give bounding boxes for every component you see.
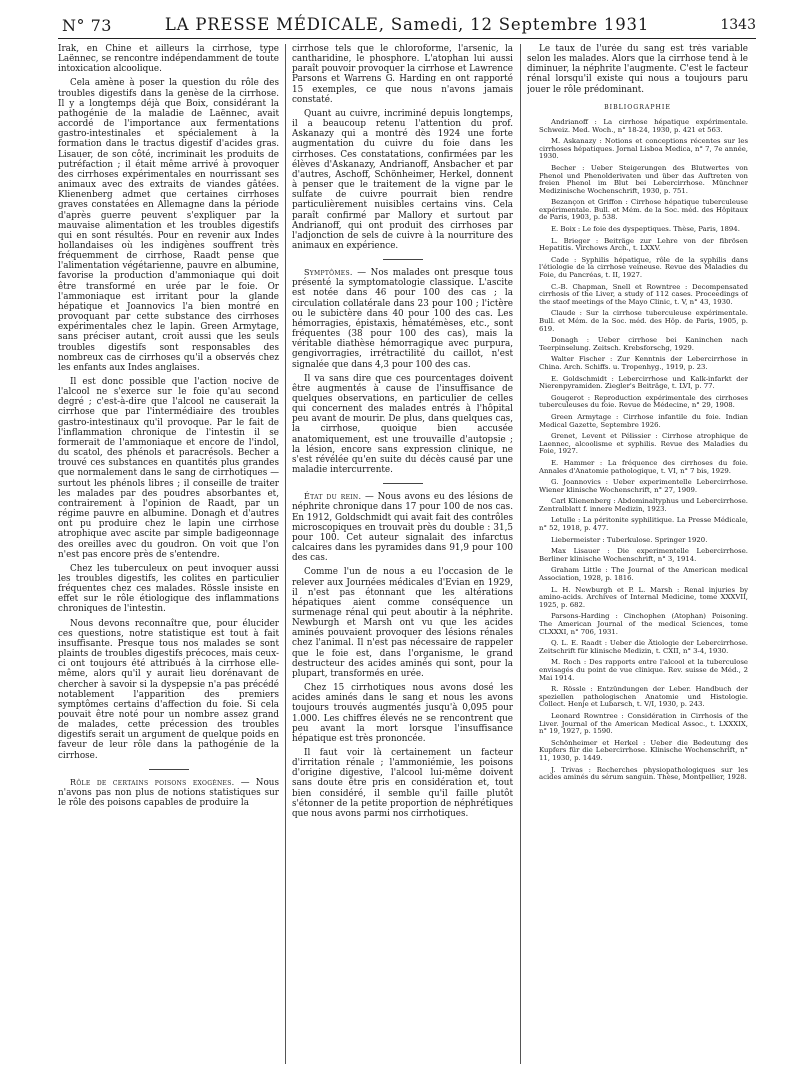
bibliography-entry: Q. L. E. Raadt : Ueber die Ätiologie der Lebercirrhose. Zeitschrift für klinische Medizin, t. CXII, n° 3-4, 1930. xyxy=(539,639,748,655)
paragraph: Symptômes. — Nos malades ont presque tous présenté la symptomatologie classique. L'ascite est notée dans 46 pour 100 des cas ; la circulation collatérale dans 23 pour 100 ; l'ictère ou le subictère dans 40 pour 100 des cas. Les hémorragies, épistaxis, hématémèses, etc., sont fréquentes (38 pour 100 des cas), mais la véritable diathèse hémorragique avec purpura, gengivorragies, irrétractilité du caillot, n'est signalée que dans 4,3 pour 100 des cas. xyxy=(292,268,513,370)
section-heading: Rôle de certains poisons exogènes. xyxy=(70,777,235,787)
paragraph: Chez les tuberculeux on peut invoquer aussi les troubles digestifs, les colites en particulier fréquentes chez ces malades. Rössle insiste en effet sur le rôle étiologique des inflammations chroniques de l'intestin. xyxy=(58,563,279,615)
bibliography-entry: M. Roch : Des rapports entre l'alcool et la tuberculose envisagés du point de vue clinique. Rev. suisse de Méd., 2 Mai 1914. xyxy=(539,658,748,682)
bibliography-entry: Grenet, Levent et Pélissier : Cirrhose atrophique de Laennec, alcoolisme et syphilis. Revue des Maladies du Foie, 1927. xyxy=(539,432,748,456)
bibliography-entry: L. Brieger : Beiträge zur Lehre von der fibrösen Hepatitis. Virchows Arch., t. LXXV. xyxy=(539,236,748,253)
column-3 xyxy=(527,44,748,1074)
bibliography-entry: Max Lisauer : Die experimentelle Lebercirrhose. Berliner klinische Wochenschrift, n° 3, 1914. xyxy=(539,547,748,563)
bibliography-entry: Liebermeister : Tuberkulose. Springer 1920. xyxy=(551,535,708,544)
bibliography-entry: C.-B. Chapman, Snell et Rowntree : Decompensated cirrhosis of the Liver, a study of 112 cases. Proceedings of the staof meetings of the Mayo Clinic, t. V, n° 43, 1930. xyxy=(539,282,748,306)
column-1 xyxy=(58,44,279,1074)
bibliography-entry: Green Armytage : Cirrhose infantile du foie. Indian Medical Gazette, Septembre 1926. xyxy=(539,412,748,429)
paragraph: Nous devons reconnaître que, pour élucider ces questions, notre statistique est tout à fait insuffisante. Presque tous nos malades se sont plaints de troubles digestifs précoces, mais ceux-ci ont toujours été attribués à la cirrhose elle-même, alors qu'il y aurait lieu dorénavant de chercher à savoir si la dyspepsie n'a pas précédé notablement l'apparition des premiers symptômes certains d'affection du foie. Si cela pouvait être noté pour un nombre assez grand de malades, cette précession des troubles digestifs serait un argument de quelque poids en faveur de leur rôle dans la pathogénie de la cirrhose. xyxy=(58,618,279,761)
bibliography-entry: Carl Klienenberg : Abdominaltyphus und Lebercirrhose. Zentralblatt f. innere Medizin, 1923. xyxy=(539,497,748,513)
bibliography-entry: Claude : Sur la cirrhose tuberculeuse expérimentale. Bull. et Mém. de la Soc. méd. des Hôp. de Paris, 1905, p. 619. xyxy=(539,309,748,333)
paragraph: Quant au cuivre, incriminé depuis longtemps, il a beaucoup retenu l'attention du prof. Askanazy qui a montré dès 1924 une forte augmentation du cuivre du foie dans les cirrhoses. Ces constatations, confirmées par les élèves d'Askanazy, Andrianoff, Ansbacher et par d'autres, Aschoff, Schönheimer, Herkel, donnent à penser que le traitement de la vigne par le sulfate de cuivre pourrait bien rendre particulièrement nuisibles certains vins. Cela paraît confirmé par Mallory et surtout par Andrianoff, qui ont produit des cirrhoses par l'adjonction de sels de cuivre à la nourriture des animaux en expérience. xyxy=(292,108,513,251)
paragraph: Il va sans dire que ces pourcentages doivent être augmentés à cause de l'insuffisance de quelques observations, en particulier de celles qui concernent des malades entrés à l'hôpital peu avant de mourir. De plus, dans quelques cas, la cirrhose, quoique bien accusée anatomiquement, est une trouvaille d'autopsie ; la lésion, encore sans expression clinique, ne s'est révélée qu'en suite du décès causé par une maladie intercurrente. xyxy=(292,373,513,476)
page-header xyxy=(58,12,756,39)
bibliography-entry: Bezançon et Griffon : Cirrhose hépatique tuberculeuse expérimentale. Bull. et Mém. de la Soc. méd. des Hôpitaux de Paris, 1903, p. 538. xyxy=(539,198,748,222)
bibliography-entry: R. Rössle : Entzündungen der Leber. Handbuch der speziellen pathologischen Anatomie und Histologie. Collect. Henje et Lubarsch, t. V/I, 1930, p. 243. xyxy=(539,685,748,709)
bibliography-entry: E. Goldschmidt : Lebercirrhose und Kalk-infarkt der Nierenpyramiden. Ziegler's Beiträge, t. LVI, p. 77. xyxy=(539,374,748,391)
issue-number: N° 73 xyxy=(62,16,112,35)
column-divider-1 xyxy=(285,44,286,1064)
paragraph: Il est donc possible que l'action nocive de l'alcool ne s'exerce sur le foie qu'au second degré ; c'est-à-dire que l'alcool ne causerait la cirrhose que par l'intermédiaire des troubles gastro-intestinaux qu'il provoque. Par le fait de l'inflammation chronique de l'intestin il se formerait de l'ammoniaque et encore de l'indol, du scatol, des phénols et paracrésols. Becher a trouvé ces substances en quantités plus grandes que normalement dans le sang de cirrhotiques — surtout les phénols libres ; il conseille de traiter les malades par des poudres absorbantes et, contrairement à l'opinion de Raadt, par un régime pauvre en albumine. Donagh et d'autres ont pu produire chez le lapin une cirrhose atrophique avec ascite par simple badigeonnage des oreilles avec du goudron. On voit que l'on n'est pas encore près de s'entendre. xyxy=(58,377,279,560)
journal-title: LA PRESSE MÉDICALE, Samedi, 12 Septembre 1931 xyxy=(164,15,650,34)
paragraph: Le taux de l'urée du sang est très variable selon les malades. Alors que la cirrhose tend à le diminuer, la néphrite l'augmente. C'est le facteur rénal lorsqu'il existe qui nous a toujours paru jouer le rôle prédominant. xyxy=(527,44,748,95)
section-heading: État du rein. xyxy=(304,492,362,502)
paragraph: Irak, en Chine et ailleurs la cirrhose, type Laënnec, se rencontre indépendamment de toute intoxication alcoolique. xyxy=(58,44,279,75)
bibliography-entry: Walter Fischer : Zur Kenntnis der Lebercirrhose in China. Arch. Schiffs. u. Tropenhyg., 1919, p. 23. xyxy=(539,355,748,371)
column-divider-2 xyxy=(520,44,521,1064)
bibliography-entry: Leonard Rowntree : Considération in Cirrhosis of the Liver. Journal of the American Medical Assoc., t. LXXXIX, n° 19, 1927, p. 1590. xyxy=(539,711,748,736)
page-number: 1343 xyxy=(720,17,756,33)
section-heading: Symptômes. xyxy=(304,268,353,278)
bibliography-entry: Gougerot : Reproduction expérimentale des cirrhoses tuberculeuses du foie. Revue de Médecine, n° 29, 1908. xyxy=(539,393,748,410)
bibliography-entry: Andrianoff : La cirrhose hépatique expérimentale. Schweiz. Med. Woch., n° 18-24, 1930, p. 421 et 563. xyxy=(539,117,748,134)
bibliography-entry: Letulle : La péritonite syphilitique. La Presse Médicale, n° 52, 1918, p. 477. xyxy=(539,516,748,533)
paragraph: Comme l'un de nous a eu l'occasion de le relever aux Journées médicales d'Evian en 1929, il n'est pas étonnant que les altérations hépatiques aient comme conséquence un surmenage rénal qui peut aboutir à la néphrite. Newburgh et Marsh ont vu que les acides aminés pouvaient provoquer des lésions rénales chez l'animal. Il n'est pas nécessaire de rappeler que le foie est, dans l'organisme, le grand destructeur des acides aminés qui sont, pour la plupart, transformés en urée. xyxy=(292,567,513,679)
bibliography-title: BIBLIOGRAPHIE xyxy=(604,103,671,111)
bibliography-entry: Parsons-Harding : Cinchophen (Atophan) Poisoning. The American Journal of the medical Sciences, tome CLXXXI, n° 706, 1931. xyxy=(539,612,748,636)
section-separator xyxy=(383,259,423,260)
paragraph: État du rein. — Nous avons eu des lésions de néphrite chronique dans 17 pour 100 de nos cas. En 1912, Goldschmidt qui avait fait des contrôles microscopiques en trouvait près du double : 31,5 pour 100. Cet auteur signalait des infarctus calcaires dans les pyramides dans 91,9 pour 100 des cas. xyxy=(292,492,513,564)
bibliography-entry: L. H. Newburgh et P. L. Marsh : Renal injuries by amino-acids. Archives of Internal Medicine, tome XXXVII, 1925, p. 682. xyxy=(539,585,748,609)
bibliography-entry: M. Askanazy : Notions et conceptions récentes sur les cirrhoses hépatiques. Jornal Lisboa Medica, n° 7, 7e année, 1930. xyxy=(539,137,748,161)
column-2 xyxy=(292,44,513,1074)
section-separator xyxy=(383,483,423,484)
bibliography-entry: Becher : Ueber Steigerungen des Blutwertes von Phenol und Phenolderivaten und über das Auftreten von freien Phenol im Blut bei Lebercirrhose. Münchner Medizinische Wochenschrift, 1930, p. 751. xyxy=(539,163,748,195)
paragraph: cirrhose tels que le chloroforme, l'arsenic, la cantharidine, le phosphore. L'atophan lui aussi paraît pouvoir provoquer la cirrhose et Lawrence Parsons et Warrens G. Harding en ont rapporté 15 exemples, ce que nous n'avons jamais constaté. xyxy=(292,44,513,105)
bibliography-entry: Graham Little : The Journal of the American medical Association, 1928, p. 1816. xyxy=(539,566,748,583)
bibliography-entry: Schönheimer et Herkel : Ueber die Bedeutung des Kupfers für die Lebercirrhose. Klinische Wochenschrift, n° 11, 1930, p. 1449. xyxy=(539,738,748,762)
paragraph: Cela amène à poser la question du rôle des troubles digestifs dans la genèse de la cirrhose. Il y a longtemps déjà que Boix, considérant la pathogénie de la maladie de Laënnec, avait accordé de l'importance aux fermentations gastro-intestinales et spécialement à la formation dans le tractus digestif d'acides gras. Lisauer, de son côté, incriminait les produits de putréfaction ; il était même arrivé à provoquer des cirrhoses expérimentales en nourrissant ses animaux avec des extraits de viandes gâtées. Klienenberg admet que certaines cirrhoses graves constatées en Allemagne dans la période d'après guerre peuvent s'expliquer par la mauvaise alimentation et les troubles digestifs qui en sont résultés. Pour en revenir aux Indes hollandaises où les indigènes souffrent très fréquemment de cirrhose, Raadt pense que l'alimentation végétarienne, pauvre en albumine, favorise la production d'ammoniaque qui doit être transformé en urée par le foie. Or l'ammoniaque est irritant pour la glande hépatique et Joannovics l'a bien montré en provoquant par cette substance des cirrhoses expérimentales chez le lapin. Green Armytage, sans préciser autant, croit aussi que les seuls troubles digestifs sont responsables des nombreux cas de cirrhoses qu'il a observés chez les enfants aux Indes anglaises. xyxy=(58,78,279,373)
bibliography-entry: Donagh : Ueber cirrhose bei Kaninchen nach Teerpinselung. Zeitsch. Krebsforschg, 1929. xyxy=(539,336,748,352)
bibliography-list xyxy=(527,119,748,782)
bibliography-entry: J. Trivas : Recherches physiopathologiques sur les acides aminés du sérum sanguin. Thèse, Montpellier, 1928. xyxy=(539,765,748,782)
bibliography-entry: E. Hammer : La fréquence des cirrhoses du foie. Annales d'Anatomie pathologique, t. VI, n° 7 bis, 1929. xyxy=(539,458,748,475)
paragraph: Chez 15 cirrhotiques nous avons dosé les acides aminés dans le sang et nous les avons toujours trouvés augmentés jusqu'à 0,095 pour 1.000. Les chiffres élevés ne se rencontrent que peu avant la mort lorsque l'insuffisance hépatique est très prononcée. xyxy=(292,683,513,744)
section-separator xyxy=(149,769,189,770)
bibliography-entry: G. Joannovics : Ueber experimentelle Lebercirrhose. Wiener klinische Wochenschrift, n° 27, 1909. xyxy=(539,478,748,494)
bibliography-entry: Cade : Syphilis hépatique, rôle de la syphilis dans l'étiologie de la cirrhose veineuse. Revue des Maladies du Foie, du Pancréas, t. II, 1927. xyxy=(539,255,748,280)
paragraph: Il faut voir là certainement un facteur d'irritation rénale ; l'ammoniémie, les poisons d'origine digestive, l'alcool lui-même doivent sans doute être pris en considération et, tout bien considéré, il semble qu'il faille plutôt s'étonner de la petite proportion de néphrétiques que nous avons parmi nos cirrhotiques. xyxy=(292,748,513,819)
bibliography-entry: E. Boix : Le foie des dyspeptiques. Thèse, Paris, 1894. xyxy=(551,225,740,234)
paragraph: Rôle de certains poisons exogènes. — Nous n'avons pas non plus de notions statistiques sur le rôle des poisons capables de produire la xyxy=(58,777,279,809)
